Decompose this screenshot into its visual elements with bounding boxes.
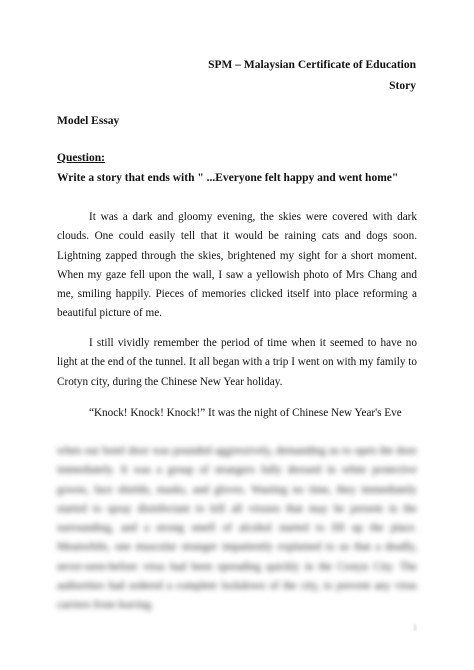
essay-paragraph-3 xyxy=(57,404,417,423)
blurred-preview-text: when our hotel door was pounded aggressively, demanding us to open the door immediately. It was a group of strangers fully dressed in white protective gowns, face shields, masks, and gloves. Wasting no time, they immediately started to spray disinfectant to kill all viruses that may be present in the surrounding, and a strong smell of alcohol started to fill up the place. Meanwhile, one muscular stranger impatiently explained to us that a deadly, never-seen-before virus had been spreading quickly in the Crotyn City. The authorities had ordered a complete lockdown of the city, to prevent any virus carriers from leaving. xyxy=(57,445,417,612)
question-text: Write a story that ends with " ...Everyone felt happy and went home" xyxy=(57,172,399,184)
header-subtitle: Story xyxy=(389,80,416,92)
essay-paragraph-3-visible-line: “Knock! Knock! Knock!” It was the night of Chinese New Year's Eve xyxy=(89,407,402,419)
essay-paragraph-1: It was a dark and gloomy evening, the skies were covered with dark clouds. One could easily tell that it would be raining cats and dogs soon. Lightning zapped through the skies, brightened my sight for a short moment. When my gaze fell upon the wall, I saw a yellowish photo of Mrs Chang and me, smiling happily. Pieces of memories clicked itself into place reforming a beautiful picture of me. xyxy=(57,211,417,320)
header-title: SPM – Malaysian Certificate of Education xyxy=(208,59,416,71)
document-header xyxy=(208,55,416,97)
question-label: Question: xyxy=(57,152,105,164)
essay-paragraph-2: I still vividly remember the period of time when it seemed to have no light at the end of the tunnel. It all began with a trip I went on with my family to Crotyn city, during the Chinese New Year holiday. xyxy=(57,337,417,388)
model-essay-label: Model Essay xyxy=(57,115,120,127)
page-number: 1 xyxy=(413,623,417,632)
